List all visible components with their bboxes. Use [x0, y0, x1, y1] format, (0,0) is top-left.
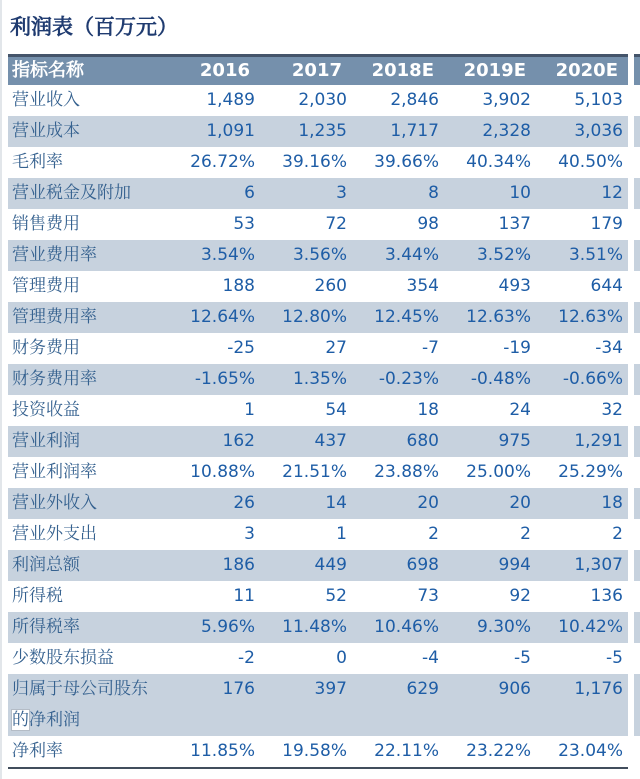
- cell-value: 39.66%: [374, 152, 439, 172]
- cell-value: -34: [595, 338, 623, 358]
- cell-value: 3.51%: [568, 245, 623, 265]
- cell-value: 23.22%: [466, 741, 531, 761]
- cell-value: 3.44%: [384, 245, 439, 265]
- cell-value: 698: [406, 555, 439, 575]
- cell-value: 1: [336, 524, 347, 544]
- cell-value: 9.30%: [476, 617, 531, 637]
- row-edge-strip: [634, 674, 640, 736]
- row-edge-strip: [634, 116, 640, 147]
- cell-value: 3.52%: [476, 245, 531, 265]
- cell-value: 354: [406, 276, 439, 296]
- row-main: [8, 333, 628, 364]
- row-label: 毛利率: [12, 152, 63, 172]
- row-label: 营业成本: [12, 121, 80, 141]
- row-main: [8, 457, 628, 488]
- cell-value: 52: [325, 586, 347, 606]
- cell-value: 629: [406, 679, 439, 699]
- cell-value: 644: [590, 276, 623, 296]
- cell-value: 260: [314, 276, 347, 296]
- column-header: 2018E: [371, 60, 434, 81]
- row-main: [8, 302, 628, 333]
- table-row: [8, 240, 640, 271]
- cell-value: 1,291: [574, 431, 623, 451]
- cell-value: 24: [509, 400, 531, 420]
- column-header: 2020E: [555, 60, 618, 81]
- row-edge-strip: [634, 426, 640, 457]
- cell-value: 6: [244, 183, 255, 203]
- cell-value: 3,902: [482, 90, 531, 110]
- cell-value: 975: [498, 431, 531, 451]
- table-row: [8, 581, 640, 612]
- cell-value: 23.88%: [374, 462, 439, 482]
- row-main: [8, 85, 628, 116]
- cell-value: 5.96%: [200, 617, 255, 637]
- cell-value: 3: [244, 524, 255, 544]
- cell-value: 136: [590, 586, 623, 606]
- cell-value: 8: [428, 183, 439, 203]
- table-title: 利润表（百万元）: [10, 15, 178, 39]
- cell-value: 20: [509, 493, 531, 513]
- row-main: [8, 674, 628, 736]
- row-edge-strip: [634, 85, 640, 116]
- cell-value: -4: [422, 648, 439, 668]
- cell-value: 1,235: [298, 121, 347, 141]
- row-edge-strip: [634, 209, 640, 240]
- cell-value: 12.45%: [374, 307, 439, 327]
- column-header: 2017: [291, 60, 342, 81]
- table-row: [8, 426, 640, 457]
- row-edge-strip: [634, 457, 640, 488]
- cell-value: 22.11%: [374, 741, 439, 761]
- cell-value: 10.46%: [374, 617, 439, 637]
- cell-value: -25: [227, 338, 255, 358]
- cell-value: 680: [406, 431, 439, 451]
- row-edge-strip: [634, 612, 640, 643]
- row-main: [8, 550, 628, 581]
- cell-value: 10: [509, 183, 531, 203]
- table-row: [8, 550, 640, 581]
- cell-value: 12.63%: [558, 307, 623, 327]
- row-edge-strip: [634, 178, 640, 209]
- cell-value: 12: [601, 183, 623, 203]
- cell-value: 176: [222, 679, 255, 699]
- cell-value: 906: [498, 679, 531, 699]
- row-label: 营业税金及附加: [12, 183, 131, 203]
- row-main: [8, 581, 628, 612]
- cell-value: 18: [601, 493, 623, 513]
- cell-value: -0.23%: [378, 369, 439, 389]
- cell-value: 137: [498, 214, 531, 234]
- row-main: [8, 209, 628, 240]
- table-row: [8, 178, 640, 209]
- table-row: [8, 519, 640, 550]
- cell-value: 26: [233, 493, 255, 513]
- cell-value: 23.04%: [558, 741, 623, 761]
- cell-value: 32: [601, 400, 623, 420]
- cell-value: 21.51%: [282, 462, 347, 482]
- row-main: [8, 488, 628, 519]
- row-label: 销售费用: [12, 214, 80, 234]
- row-label: 投资收益: [12, 400, 80, 420]
- row-edge-strip: [634, 395, 640, 426]
- table-row: [8, 209, 640, 240]
- table-row: [8, 85, 640, 116]
- row-edge-strip: [634, 302, 640, 333]
- row-main: [8, 736, 628, 767]
- table-row: [8, 271, 640, 302]
- row-edge-strip: [634, 147, 640, 178]
- cell-value: -1.65%: [194, 369, 255, 389]
- cell-value: 186: [222, 555, 255, 575]
- row-main: [8, 178, 628, 209]
- column-header: 2019E: [463, 60, 526, 81]
- row-label: 管理费用: [12, 276, 80, 296]
- cell-value: 53: [233, 214, 255, 234]
- cell-value: 14: [325, 493, 347, 513]
- cell-value: 12.64%: [190, 307, 255, 327]
- cell-value: 3.56%: [292, 245, 347, 265]
- row-main: [8, 519, 628, 550]
- cell-value: 92: [509, 586, 531, 606]
- cell-value: 11.48%: [282, 617, 347, 637]
- row-label: 利润总额: [12, 555, 80, 575]
- row-label: 营业利润: [12, 431, 80, 451]
- row-edge-strip: [634, 271, 640, 302]
- cell-value: 397: [314, 679, 347, 699]
- row-label: 管理费用率: [12, 307, 97, 327]
- cell-value: 26.72%: [190, 152, 255, 172]
- table-row: [8, 643, 640, 674]
- cell-value: -19: [503, 338, 531, 358]
- cell-value: 25.00%: [466, 462, 531, 482]
- cell-value: 10.88%: [190, 462, 255, 482]
- table-row: [8, 674, 640, 736]
- cell-value: 1,307: [574, 555, 623, 575]
- cell-value: 2: [612, 524, 623, 544]
- row-label: 所得税: [12, 586, 63, 606]
- row-main: [8, 364, 628, 395]
- cell-value: 20: [417, 493, 439, 513]
- cell-value: 1: [244, 400, 255, 420]
- row-edge-strip: [634, 519, 640, 550]
- row-edge-strip: [634, 736, 640, 767]
- cell-value: 2: [428, 524, 439, 544]
- row-edge-strip: [634, 54, 640, 85]
- cell-value: 493: [498, 276, 531, 296]
- cell-value: 25.29%: [558, 462, 623, 482]
- cell-value: 2: [520, 524, 531, 544]
- row-edge-strip: [634, 643, 640, 674]
- table-row: [8, 736, 640, 767]
- row-label: 营业外收入: [12, 493, 97, 513]
- cell-value: 72: [325, 214, 347, 234]
- cell-value: 10.42%: [558, 617, 623, 637]
- cell-value: 3: [336, 183, 347, 203]
- table-header-row: [8, 54, 640, 85]
- cell-value: 39.16%: [282, 152, 347, 172]
- cell-value: 2,030: [298, 90, 347, 110]
- cell-value: -7: [422, 338, 439, 358]
- cell-value: -5: [514, 648, 531, 668]
- row-edge-strip: [634, 488, 640, 519]
- row-label: 营业费用率: [12, 245, 97, 265]
- row-main: [8, 395, 628, 426]
- row-label: 财务费用: [12, 338, 80, 358]
- row-main: [8, 426, 628, 457]
- row-label: 财务费用率: [12, 369, 97, 389]
- cell-value: 40.34%: [466, 152, 531, 172]
- row-main: [8, 643, 628, 674]
- row-label: 归属于母公司股东 的净利润: [12, 679, 148, 730]
- cell-value: 994: [498, 555, 531, 575]
- cell-value: 179: [590, 214, 623, 234]
- cell-value: 11: [233, 586, 255, 606]
- table-bottom-border: [8, 767, 628, 769]
- highlighted-char: 的: [12, 710, 29, 730]
- cell-value: 98: [417, 214, 439, 234]
- row-main: [8, 612, 628, 643]
- cell-value: 188: [222, 276, 255, 296]
- cell-value: -0.66%: [562, 369, 623, 389]
- cell-value: 54: [325, 400, 347, 420]
- row-main: [8, 271, 628, 302]
- table-row: [8, 333, 640, 364]
- cell-value: -2: [238, 648, 255, 668]
- cell-value: 162: [222, 431, 255, 451]
- table-row: [8, 488, 640, 519]
- cell-value: 1,489: [206, 90, 255, 110]
- cell-value: 2,328: [482, 121, 531, 141]
- table-row: [8, 147, 640, 178]
- row-main: [8, 54, 628, 85]
- column-header-label: 指标名称: [12, 60, 84, 81]
- row-edge-strip: [634, 550, 640, 581]
- row-main: [8, 240, 628, 271]
- cell-value: 1,091: [206, 121, 255, 141]
- row-main: [8, 147, 628, 178]
- cell-value: -5: [606, 648, 623, 668]
- cell-value: 437: [314, 431, 347, 451]
- row-label: 营业外支出: [12, 524, 97, 544]
- cell-value: 3.54%: [200, 245, 255, 265]
- table-row: [8, 612, 640, 643]
- cell-value: 73: [417, 586, 439, 606]
- cell-value: 12.80%: [282, 307, 347, 327]
- cell-value: 19.58%: [282, 741, 347, 761]
- table-row: [8, 395, 640, 426]
- cell-value: 0: [336, 648, 347, 668]
- row-edge-strip: [634, 240, 640, 271]
- table-row: [8, 364, 640, 395]
- row-edge-strip: [634, 364, 640, 395]
- table-row: [8, 302, 640, 333]
- row-main: [8, 116, 628, 147]
- cell-value: -0.48%: [470, 369, 531, 389]
- cell-value: 11.85%: [190, 741, 255, 761]
- row-edge-strip: [634, 333, 640, 364]
- cell-value: 3,036: [574, 121, 623, 141]
- table-row: [8, 457, 640, 488]
- cell-value: 40.50%: [558, 152, 623, 172]
- row-label: 营业利润率: [12, 462, 97, 482]
- row-label: 所得税率: [12, 617, 80, 637]
- row-label: 营业收入: [12, 90, 80, 110]
- row-edge-strip: [634, 581, 640, 612]
- row-label: 净利率: [12, 741, 63, 761]
- cell-value: 2,846: [390, 90, 439, 110]
- cell-value: 27: [325, 338, 347, 358]
- cell-value: 1,717: [390, 121, 439, 141]
- income-table: [8, 54, 640, 767]
- cell-value: 449: [314, 555, 347, 575]
- cell-value: 1,176: [574, 679, 623, 699]
- row-label: 少数股东损益: [12, 648, 114, 668]
- cell-value: 1.35%: [292, 369, 347, 389]
- cell-value: 12.63%: [466, 307, 531, 327]
- table-row: [8, 116, 640, 147]
- column-header: 2016: [199, 60, 250, 81]
- cell-value: 18: [417, 400, 439, 420]
- cell-value: 5,103: [574, 90, 623, 110]
